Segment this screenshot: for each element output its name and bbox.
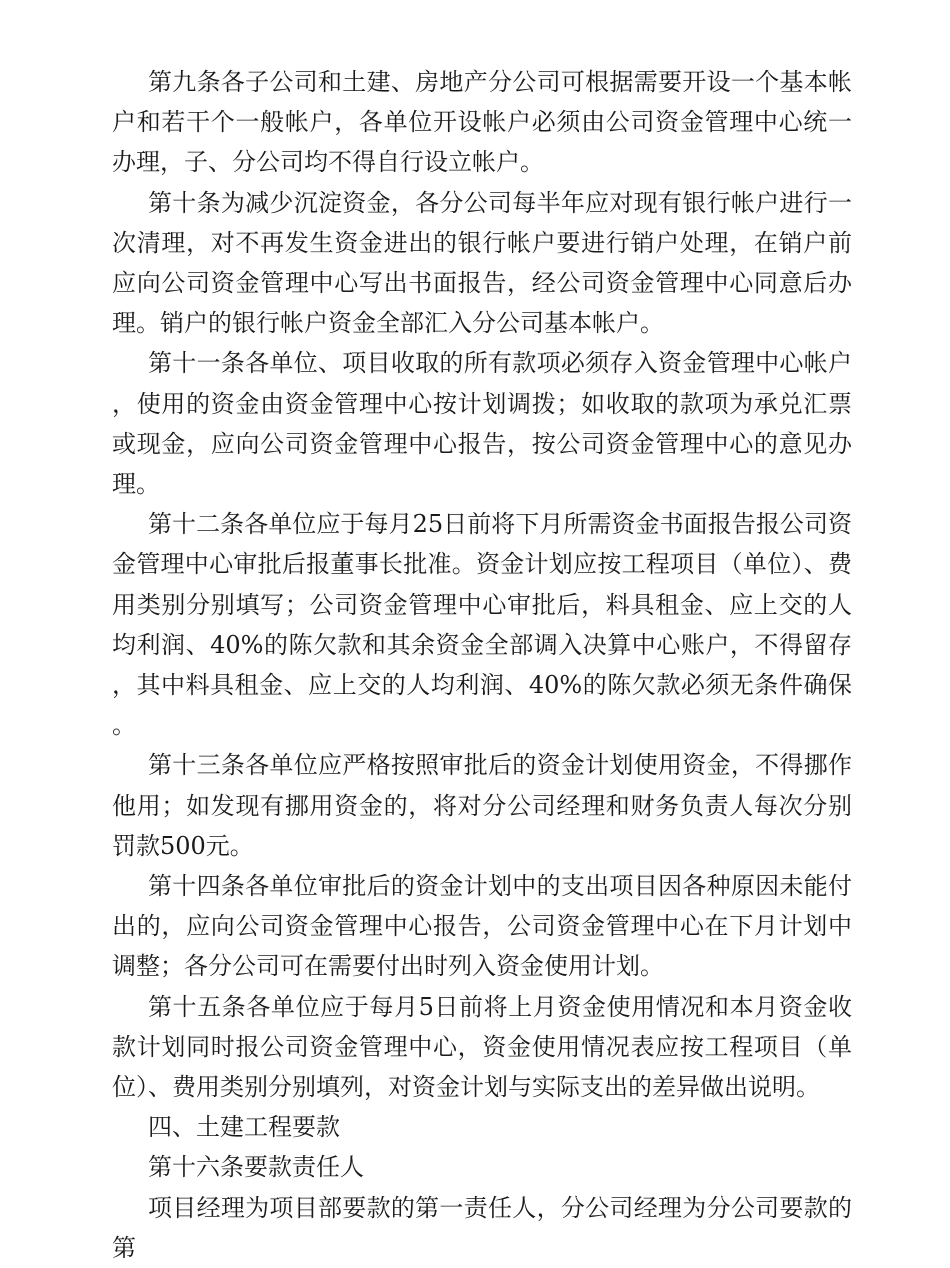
article-10-paragraph: 第十条为减少沉淀资金，各分公司每半年应对现有银行帐户进行一次清理，对不再发生资金进出的银行帐户要进行销户处理，在销户前应向公司资金管理中心写出书面报告，经公司资金管理中心同意后办理。销户的银行帐户资金全部汇入分公司基本帐户。 — [112, 188, 852, 338]
document-page — [112, 62, 852, 1268]
article-16-body: 项目经理为项目部要款的第一责任人，分公司经理为分公司要款的第 — [112, 1193, 852, 1262]
article-12-paragraph: 第十二条各单位应于每月25日前将下月所需资金书面报告报公司资金管理中心审批后报董事长批准。资金计划应按工程项目（单位）、费用类别分别填写；公司资金管理中心审批后，料具租金、应上交的人均利润、40%的陈欠款和其余资金全部调入决算中心账户，不得留存，其中料具租金、应上交的人均利润、40%的陈欠款必须无条件确保。 — [112, 510, 852, 740]
article-11-paragraph: 第十一条各单位、项目收取的所有款项必须存入资金管理中心帐户，使用的资金由资金管理中心按计划调拨；如收取的款项为承兑汇票或现金，应向公司资金管理中心报告，按公司资金管理中心的意见办理。 — [112, 349, 852, 499]
article-16-heading: 第十六条要款责任人 — [148, 1153, 364, 1182]
section-heading: 四、土建工程要款 — [148, 1113, 340, 1142]
article-14-paragraph: 第十四条各单位审批后的资金计划中的支出项目因各种原因未能付出的，应向公司资金管理中心报告，公司资金管理中心在下月计划中调整；各分公司可在需要付出时列入资金使用计划。 — [112, 872, 852, 981]
article-13-paragraph: 第十三条各单位应严格按照审批后的资金计划使用资金，不得挪作他用；如发现有挪用资金的，将对分公司经理和财务负责人每次分别罚款500元。 — [112, 751, 852, 860]
article-9-paragraph: 第九条各子公司和土建、房地产分公司可根据需要开设一个基本帐户和若干个一般帐户，各单位开设帐户必须由公司资金管理中心统一办理，子、分公司均不得自行设立帐户。 — [112, 68, 852, 177]
article-15-paragraph: 第十五条各单位应于每月5日前将上月资金使用情况和本月资金收款计划同时报公司资金管理中心，资金使用情况表应按工程项目（单位）、费用类别分别填列，对资金计划与实际支出的差异做出说明。 — [112, 992, 852, 1102]
